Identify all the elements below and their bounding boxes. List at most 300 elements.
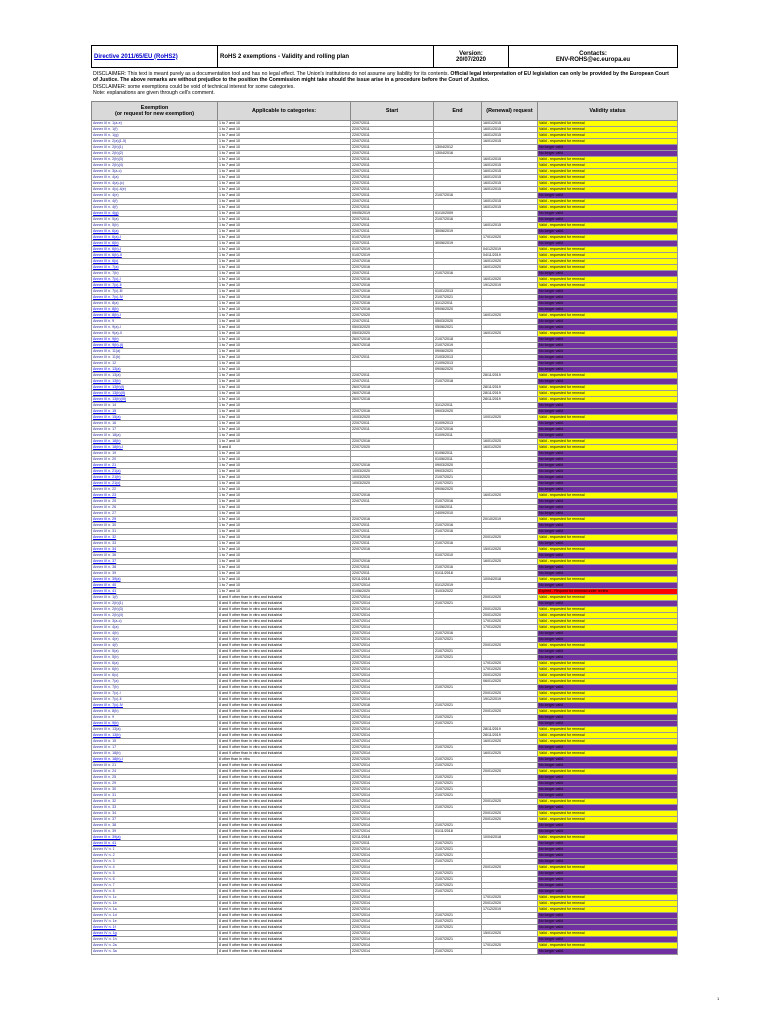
start-cell: 22/07/2014: [351, 600, 434, 606]
exemption-cell[interactable]: Annex IV n. 6: [92, 876, 218, 882]
exemption-cell[interactable]: Annex III n. 1(f): [92, 594, 218, 600]
exemption-cell[interactable]: Annex III n. 36: [92, 552, 218, 558]
categories-cell: 1 to 7 and 10: [218, 474, 351, 480]
exemption-cell[interactable]: Annex III n. 6(a)-I: [92, 234, 218, 240]
table-body: [92, 120, 678, 954]
categories-cell: 8 and 9 other than in vitro and industrial: [218, 678, 351, 684]
start-cell: 22/07/2011: [351, 216, 434, 222]
exemption-cell[interactable]: Annex IV n. 2: [92, 852, 218, 858]
end-cell: 21/09/2013: [434, 360, 482, 366]
exemption-cell[interactable]: Annex III n. 31: [92, 792, 218, 798]
request-cell: 16/01/2020: [482, 444, 538, 450]
col-header-exemption: Exemption (or request for new exemption): [92, 101, 218, 120]
exemption-cell[interactable]: Annex III n. 7(a): [92, 264, 218, 270]
status-cell: No longer valid: [538, 780, 678, 786]
request-cell: 16/01/2015: [482, 180, 538, 186]
exemption-cell[interactable]: Annex III n. 9: [92, 714, 218, 720]
exemption-cell[interactable]: Annex IV n. 1a: [92, 906, 218, 912]
status-cell: Valid - requested for renewal: [538, 534, 678, 540]
start-cell: 22/07/2014: [351, 672, 434, 678]
exemption-cell[interactable]: Annex III n. 2(b)(3): [92, 606, 218, 612]
exemption-cell[interactable]: Annex III n. 9(b): [92, 720, 218, 726]
exemption-cell[interactable]: Annex III n. 11(b): [92, 354, 218, 360]
exemption-cell[interactable]: Annex IV n. 1g: [92, 930, 218, 936]
exemption-cell[interactable]: Annex III n. 18(b)-I: [92, 756, 218, 762]
start-cell: 26/07/2018: [351, 390, 434, 396]
exemption-cell[interactable]: Annex III n. 7(a): [92, 678, 218, 684]
exemption-cell[interactable]: Annex III n. 2(b)(1): [92, 600, 218, 606]
status-cell: No longer valid: [538, 846, 678, 852]
categories-cell: 1 to 7 and 10: [218, 300, 351, 306]
end-cell: 09/03/2020: [434, 462, 482, 468]
exemption-cell[interactable]: Annex III n. 25: [92, 498, 218, 504]
start-cell: 22/07/2011: [351, 198, 434, 204]
exemption-cell[interactable]: Annex III n. 39(a): [92, 834, 218, 840]
exemption-cell[interactable]: Annex III n. 21: [92, 762, 218, 768]
categories-cell: 8 and 9 other than in vitro and industrial: [218, 720, 351, 726]
status-cell: No longer valid: [538, 420, 678, 426]
status-cell: No longer valid: [538, 774, 678, 780]
exemption-cell[interactable]: Annex III n. 23: [92, 492, 218, 498]
table-header-row: [92, 101, 678, 120]
exemption-cell[interactable]: Annex III n. 22: [92, 486, 218, 492]
categories-cell: 1 to 7 and 10: [218, 222, 351, 228]
version-label: Version:: [459, 50, 483, 57]
exemption-cell[interactable]: Annex IV n. 3: [92, 858, 218, 864]
end-cell: 21/07/2021: [434, 780, 482, 786]
end-cell: 31/12/2011: [434, 300, 482, 306]
exemption-cell[interactable]: Annex III n. 37: [92, 816, 218, 822]
categories-cell: 1 to 7 and 10: [218, 576, 351, 582]
exemption-cell[interactable]: Annex III n. 2(b)(4): [92, 162, 218, 168]
categories-cell: 8 and 9 other than in vitro and industrial: [218, 882, 351, 888]
start-cell: 22/07/2011: [351, 378, 434, 384]
exemption-cell[interactable]: Annex III n. 14: [92, 402, 218, 408]
version-cell: [434, 46, 509, 68]
categories-cell: 1 to 7 and 10: [218, 390, 351, 396]
categories-cell: 1 to 7 and 10: [218, 342, 351, 348]
exemption-cell[interactable]: Annex III n. 9(a)-I: [92, 324, 218, 330]
exemption-cell[interactable]: Annex III n. 38: [92, 564, 218, 570]
status-cell: No longer valid: [538, 828, 678, 834]
exemption-cell[interactable]: Annex III n. 13(b)(I): [92, 384, 218, 390]
exemption-cell[interactable]: Annex III n. 13(b): [92, 732, 218, 738]
exemption-cell[interactable]: Annex IV n. 1h: [92, 936, 218, 942]
exemption-cell[interactable]: Annex III n. 9(a)-II: [92, 330, 218, 336]
exemption-cell[interactable]: Annex III n. 6(a): [92, 660, 218, 666]
exemption-cell[interactable]: Annex III n. 6(a): [92, 228, 218, 234]
exemption-cell[interactable]: Annex III n. 21: [92, 462, 218, 468]
status-cell: No longer valid: [538, 882, 678, 888]
exemption-cell[interactable]: Annex III n. 4(g): [92, 210, 218, 216]
exemption-cell[interactable]: Annex IV n. 1d: [92, 912, 218, 918]
exemption-cell[interactable]: Annex III n. 4(e): [92, 192, 218, 198]
end-cell: 21/07/2021: [434, 840, 482, 846]
exemption-cell[interactable]: Annex IV n. 1b: [92, 900, 218, 906]
exemption-cell[interactable]: Annex III n. 2(b)(1): [92, 144, 218, 150]
status-cell: No longer valid: [538, 240, 678, 246]
exemption-cell[interactable]: Annex III n. 7(b): [92, 684, 218, 690]
exemption-cell[interactable]: Annex III n. 41: [92, 840, 218, 846]
start-cell: 22/07/2016: [351, 546, 434, 552]
categories-cell: 1 to 7 and 10: [218, 270, 351, 276]
categories-cell: 8 and 9 other than in vitro and industrial: [218, 822, 351, 828]
exemption-cell[interactable]: Annex III n. 8(b): [92, 708, 218, 714]
exemption-cell[interactable]: Annex III n. 39: [92, 570, 218, 576]
end-cell: 21/07/2021: [434, 714, 482, 720]
exemption-cell[interactable]: Annex IV n. 1c: [92, 894, 218, 900]
status-cell: Valid - requested for renewal: [538, 138, 678, 144]
exemption-cell[interactable]: Annex III n. 7(c)-IV: [92, 702, 218, 708]
status-cell: Valid - requested for renewal: [538, 810, 678, 816]
end-cell: 09/06/2020: [434, 366, 482, 372]
categories-cell: 8 and 9 other than in vitro and industrial: [218, 594, 351, 600]
request-cell: 16/01/2020: [482, 330, 538, 336]
start-cell: 22/07/2014: [351, 582, 434, 588]
end-cell: 01/11/2018: [434, 828, 482, 834]
exemption-cell[interactable]: Annex III n. 8(a): [92, 300, 218, 306]
start-cell: 22/07/2011: [351, 132, 434, 138]
start-cell: 01/07/2019: [351, 246, 434, 252]
exemption-cell[interactable]: Annex III n. 2(b)(3): [92, 156, 218, 162]
exemption-cell[interactable]: Annex III n. 8(b): [92, 306, 218, 312]
end-cell: 21/07/2016: [434, 426, 482, 432]
exemption-cell[interactable]: Annex III n. 1(f): [92, 126, 218, 132]
status-cell: Valid - requested for renewal: [538, 198, 678, 204]
status-cell: No longer valid: [538, 408, 678, 414]
exemption-cell[interactable]: Annex III n. 2(b)(4): [92, 612, 218, 618]
exemption-cell[interactable]: Annex III n. 12: [92, 360, 218, 366]
exemption-cell[interactable]: Annex III n. 4(f): [92, 642, 218, 648]
exemption-cell[interactable]: Annex III n. 15: [92, 408, 218, 414]
status-cell: Valid - requested for renewal: [538, 384, 678, 390]
exemption-cell[interactable]: Annex IV n. 4: [92, 864, 218, 870]
exemption-cell[interactable]: Annex III n. 4(e): [92, 636, 218, 642]
exemption-cell[interactable]: Annex III n. 19: [92, 450, 218, 456]
categories-cell: 8 and 9 other than in vitro and industrial: [218, 894, 351, 900]
exemption-cell[interactable]: Annex III n. 6(c): [92, 258, 218, 264]
exemption-cell[interactable]: Annex III n. 7(c)-I: [92, 690, 218, 696]
request-cell: 17/01/2020: [482, 894, 538, 900]
disclaimer-legal-note: Official legal interpretation of EU legislation can only be provided by the European Court of Justice. The above remarks are without prejudice to the position the Commission might take should the issue arise in a procedure before the Court of Justice.: [93, 71, 669, 84]
status-cell: No longer valid: [538, 876, 678, 882]
categories-cell: 8 and 9 other than in vitro and industrial: [218, 846, 351, 852]
categories-cell: 8 and 9 other than in vitro and industrial: [218, 834, 351, 840]
status-cell: Valid - requested for renewal: [538, 900, 678, 906]
end-cell: 21/07/2021: [434, 846, 482, 852]
exemption-cell[interactable]: Annex III n. 40: [92, 582, 218, 588]
end-cell: 05/06/2021: [434, 324, 482, 330]
categories-cell: 1 to 7 and 10: [218, 522, 351, 528]
exemption-cell[interactable]: Annex IV n. 1f: [92, 924, 218, 930]
exemption-cell[interactable]: Annex III n. 30: [92, 786, 218, 792]
start-cell: 22/07/2016: [351, 462, 434, 468]
status-cell: No longer valid: [538, 918, 678, 924]
start-cell: 05/03/2020: [351, 330, 434, 336]
end-cell: 21/07/2021: [434, 858, 482, 864]
exemption-cell[interactable]: Annex III n. 21(b): [92, 474, 218, 480]
status-cell: Valid - requested for renewal: [538, 906, 678, 912]
categories-cell: 1 to 7 and 10: [218, 192, 351, 198]
exemption-cell[interactable]: Annex III n. 38: [92, 822, 218, 828]
exemption-cell[interactable]: Annex III n. 41: [92, 588, 218, 594]
categories-cell: 1 to 7 and 10: [218, 528, 351, 534]
end-cell: 01/06/2011: [434, 504, 482, 510]
categories-cell: 1 to 7 and 10: [218, 318, 351, 324]
exemption-cell[interactable]: Annex III n. 18(b)-I: [92, 444, 218, 450]
categories-cell: 1 to 7 and 10: [218, 126, 351, 132]
exemption-cell[interactable]: Annex III n. 32: [92, 534, 218, 540]
categories-cell: 1 to 7 and 10: [218, 420, 351, 426]
status-cell: Valid - requested for renewal: [538, 690, 678, 696]
end-cell: 01/01/2013: [434, 288, 482, 294]
exemption-cell[interactable]: Annex III n. 5(a): [92, 216, 218, 222]
status-cell: Valid - requested for renewal: [538, 708, 678, 714]
status-cell: No longer valid: [538, 468, 678, 474]
exemption-cell[interactable]: Annex III n. 29: [92, 780, 218, 786]
contacts-label: Contacts:: [579, 50, 607, 57]
exemption-cell[interactable]: Annex III n. 13(a): [92, 372, 218, 378]
exemption-cell[interactable]: Annex III n. 13(a): [92, 366, 218, 372]
request-cell: 28/11/2019: [482, 372, 538, 378]
exemption-cell[interactable]: Annex III n. 17: [92, 426, 218, 432]
start-cell: 22/07/2014: [351, 918, 434, 924]
categories-cell: 1 to 7 and 10: [218, 558, 351, 564]
start-cell: 22/07/2014: [351, 798, 434, 804]
categories-cell: 1 to 7 and 10: [218, 132, 351, 138]
end-cell: 01/09/2011: [434, 432, 482, 438]
exemption-cell[interactable]: Annex III n. 33: [92, 804, 218, 810]
exemption-cell[interactable]: Annex III n. 3(a-c): [92, 618, 218, 624]
exemption-cell[interactable]: Annex III n. 4(f): [92, 198, 218, 204]
exemption-cell[interactable]: Annex III n. 32: [92, 798, 218, 804]
request-cell: 20/01/2020: [482, 534, 538, 540]
request-cell: 16/01/2015: [482, 138, 538, 144]
request-cell: 16/01/2015: [482, 126, 538, 132]
status-cell: Valid - requested for renewal: [538, 222, 678, 228]
exemption-cell[interactable]: Annex III n. 18(a): [92, 432, 218, 438]
exemption-cell[interactable]: Annex III n. 26: [92, 504, 218, 510]
exemption-cell[interactable]: Annex III n. 30: [92, 522, 218, 528]
exemption-cell[interactable]: Annex IV n. 3a: [92, 948, 218, 954]
start-cell: 22/07/2014: [351, 900, 434, 906]
request-cell: 16/01/2015: [482, 198, 538, 204]
categories-cell: 8 and 9 other than in vitro and industrial: [218, 876, 351, 882]
start-cell: 22/07/2014: [351, 738, 434, 744]
status-cell: No longer valid: [538, 786, 678, 792]
exemption-cell[interactable]: Annex III n. 20: [92, 456, 218, 462]
start-cell: 22/07/2016: [351, 408, 434, 414]
status-cell: No longer valid: [538, 360, 678, 366]
status-cell: Expired - Request for renewal under review: [538, 588, 678, 594]
exemption-cell[interactable]: Annex III n. 11(a): [92, 348, 218, 354]
exemption-cell[interactable]: Annex III n. 3(a-c): [92, 168, 218, 174]
exemption-cell[interactable]: Annex IV n. 1e: [92, 918, 218, 924]
exemption-cell[interactable]: Annex III n. 6(c): [92, 672, 218, 678]
categories-cell: 8 and 9 other than in vitro and industrial: [218, 816, 351, 822]
exemption-cell[interactable]: Annex IV n. 1: [92, 846, 218, 852]
exemption-cell[interactable]: Annex III n. 21(a): [92, 468, 218, 474]
categories-cell: 1 to 7 and 10: [218, 282, 351, 288]
categories-cell: 8 and 9 other than in vitro and industrial: [218, 648, 351, 654]
end-cell: 24/09/2010: [434, 510, 482, 516]
categories-cell: 8 and 9 other than in vitro and industrial: [218, 948, 351, 954]
exemption-cell[interactable]: Annex III n. 16: [92, 420, 218, 426]
start-cell: 22/07/2014: [351, 864, 434, 870]
start-cell: 10/03/2020: [351, 474, 434, 480]
document-title: RoHS 2 exemptions - Validity and rolling plan: [218, 46, 434, 68]
exemption-cell[interactable]: Annex III n. 8(b)-I: [92, 312, 218, 318]
start-cell: 09/05/2019: [351, 210, 434, 216]
exemption-cell[interactable]: Annex III n. 13(a): [92, 726, 218, 732]
request-cell: 20/01/2020: [482, 612, 538, 618]
exemption-cell[interactable]: Annex III n. 7(c)-IV: [92, 294, 218, 300]
exemption-cell[interactable]: Annex III n. 6(b)-II: [92, 252, 218, 258]
status-cell: Valid - requested for renewal: [538, 798, 678, 804]
categories-cell: 1 to 7 and 10: [218, 288, 351, 294]
status-cell: Valid - requested for renewal: [538, 624, 678, 630]
exemption-cell[interactable]: Annex III n. 5(b): [92, 654, 218, 660]
exemption-cell[interactable]: Annex III n. 39: [92, 828, 218, 834]
contacts-cell: [509, 46, 678, 68]
categories-cell: 8 and 9 other than in vitro and industrial: [218, 762, 351, 768]
col-header-categories: Applicable to categories:: [218, 101, 351, 120]
exemption-cell[interactable]: Annex III n. 7(c)-II: [92, 696, 218, 702]
status-cell: No longer valid: [538, 852, 678, 858]
exemption-cell[interactable]: Annex III n. 5(a): [92, 648, 218, 654]
directive-link[interactable]: Directive 2011/65/EU (RoHS2): [92, 46, 218, 68]
status-cell: Valid - requested for renewal: [538, 642, 678, 648]
exemption-cell[interactable]: Annex IV n. 2a: [92, 942, 218, 948]
exemption-cell[interactable]: Annex III n. 4(a): [92, 174, 218, 180]
exemption-cell[interactable]: Annex III n. 9(b)-(I): [92, 342, 218, 348]
contacts-email[interactable]: ENV-ROHS@ec.europa.eu: [555, 56, 631, 63]
categories-cell: 1 to 7 and 10: [218, 534, 351, 540]
exemption-cell[interactable]: Annex III n. 25: [92, 774, 218, 780]
exemption-cell[interactable]: Annex III n. 33: [92, 540, 218, 546]
status-cell: No longer valid: [538, 144, 678, 150]
status-cell: Valid - requested for renewal: [538, 672, 678, 678]
status-cell: No longer valid: [538, 480, 678, 486]
end-cell: 21/07/2016: [434, 528, 482, 534]
exemption-cell[interactable]: Annex III n. 6(b): [92, 666, 218, 672]
request-cell: 20/01/2020: [482, 594, 538, 600]
exemption-cell[interactable]: Annex III n. 18(b): [92, 438, 218, 444]
start-cell: 22/07/2011: [351, 498, 434, 504]
categories-cell: 1 to 7 and 10: [218, 396, 351, 402]
status-cell: No longer valid: [538, 336, 678, 342]
exemption-cell[interactable]: Annex III n. 37: [92, 558, 218, 564]
status-cell: No longer valid: [538, 684, 678, 690]
exemption-cell[interactable]: Annex III n. 1(a-e): [92, 120, 218, 126]
request-cell: 04/12/2019: [482, 246, 538, 252]
exemption-cell[interactable]: Annex III n. 7(c)-III: [92, 288, 218, 294]
categories-cell: 1 to 7 and 10: [218, 156, 351, 162]
exemption-cell[interactable]: Annex III n. 15(a): [92, 414, 218, 420]
exemption-cell[interactable]: Annex III n. 7(c)-II: [92, 282, 218, 288]
start-cell: 22/07/2014: [351, 882, 434, 888]
exemption-cell[interactable]: Annex III n. 15: [92, 738, 218, 744]
request-cell: 28/11/2019: [482, 390, 538, 396]
exemption-cell[interactable]: Annex III n. 24: [92, 768, 218, 774]
exemption-cell[interactable]: Annex III n. 5(b): [92, 222, 218, 228]
start-cell: 22/07/2011: [351, 204, 434, 210]
exemption-cell[interactable]: Annex III n. 39(a): [92, 576, 218, 582]
start-cell: 22/07/2020: [351, 756, 434, 762]
exemption-cell[interactable]: Annex III n. 7(c)-I: [92, 276, 218, 282]
status-cell: Valid - requested for renewal: [538, 132, 678, 138]
exemption-cell[interactable]: Annex III n. 9(b): [92, 336, 218, 342]
categories-cell: 8 and 9 other than in vitro and industrial: [218, 630, 351, 636]
status-cell: No longer valid: [538, 402, 678, 408]
exemption-cell[interactable]: Annex III n. 21(c): [92, 480, 218, 486]
exemption-cell[interactable]: Annex III n. 2(b)(2): [92, 150, 218, 156]
exemption-cell[interactable]: Annex III n. 9: [92, 318, 218, 324]
exemption-cell[interactable]: Annex IV n. 5: [92, 870, 218, 876]
exemption-cell[interactable]: Annex III n. 4(f): [92, 204, 218, 210]
exemption-cell[interactable]: Annex III n. 13(b): [92, 378, 218, 384]
status-cell: Valid - requested for renewal: [538, 894, 678, 900]
exemption-cell[interactable]: Annex III n. 18(b): [92, 750, 218, 756]
exemption-cell[interactable]: Annex III n. 4(a): [92, 624, 218, 630]
status-cell: Valid - requested for renewal: [538, 180, 678, 186]
exemption-cell[interactable]: Annex III n. 7(b): [92, 270, 218, 276]
col-header-start: Start: [351, 101, 434, 120]
categories-cell: 8 and 9 other than in vitro and industrial: [218, 702, 351, 708]
start-cell: 22/07/2011: [351, 318, 434, 324]
start-cell: 05/03/2020: [351, 324, 434, 330]
exemption-cell[interactable]: Annex III n. 6(b)-I: [92, 246, 218, 252]
exemption-cell[interactable]: Annex III n. 34: [92, 546, 218, 552]
exemption-cell[interactable]: Annex IV n. 7: [92, 882, 218, 888]
start-cell: 22/07/2014: [351, 876, 434, 882]
exemption-cell[interactable]: Annex III n. 2(a)(1-5): [92, 138, 218, 144]
exemption-cell[interactable]: Annex III n. 29: [92, 516, 218, 522]
categories-cell: 1 to 7 and 10: [218, 312, 351, 318]
status-cell: No longer valid: [538, 504, 678, 510]
request-cell: 16/01/2015: [482, 222, 538, 228]
categories-cell: 8 and 9 other than in vitro and industrial: [218, 780, 351, 786]
start-cell: 22/07/2011: [351, 120, 434, 126]
exemption-cell[interactable]: Annex III n. 17: [92, 744, 218, 750]
exemption-cell[interactable]: Annex III n. 31: [92, 528, 218, 534]
exemption-cell[interactable]: Annex III n. 13(b)(III): [92, 396, 218, 402]
status-cell: Valid - requested for renewal: [538, 516, 678, 522]
exemption-cell[interactable]: Annex III n. 1(g): [92, 132, 218, 138]
status-cell: Valid - requested for renewal: [538, 312, 678, 318]
status-cell: No longer valid: [538, 498, 678, 504]
exemption-cell[interactable]: Annex III n. 4(c)-4(e): [92, 186, 218, 192]
exemption-cell[interactable]: Annex III n. 27: [92, 510, 218, 516]
exemption-cell[interactable]: Annex III n. 4(b): [92, 630, 218, 636]
exemption-cell[interactable]: Annex III n. 34: [92, 810, 218, 816]
end-cell: 21/07/2021: [434, 924, 482, 930]
exemption-cell[interactable]: Annex III n. 4(a)-(c): [92, 180, 218, 186]
start-cell: 10/03/2020: [351, 414, 434, 420]
categories-cell: 1 to 7 and 10: [218, 432, 351, 438]
categories-cell: 1 to 7 and 10: [218, 210, 351, 216]
request-cell: 16/01/2015: [482, 156, 538, 162]
exemption-cell[interactable]: Annex III n. 13(b)(II): [92, 390, 218, 396]
end-cell: 01/06/2011: [434, 450, 482, 456]
request-cell: 17/01/2020: [482, 234, 538, 240]
exemption-cell[interactable]: Annex IV n. 8: [92, 888, 218, 894]
start-cell: 22/07/2014: [351, 708, 434, 714]
status-cell: No longer valid: [538, 636, 678, 642]
start-cell: 22/07/2014: [351, 780, 434, 786]
exemption-cell[interactable]: Annex III n. 6(b): [92, 240, 218, 246]
categories-cell: 1 to 7 and 10: [218, 498, 351, 504]
